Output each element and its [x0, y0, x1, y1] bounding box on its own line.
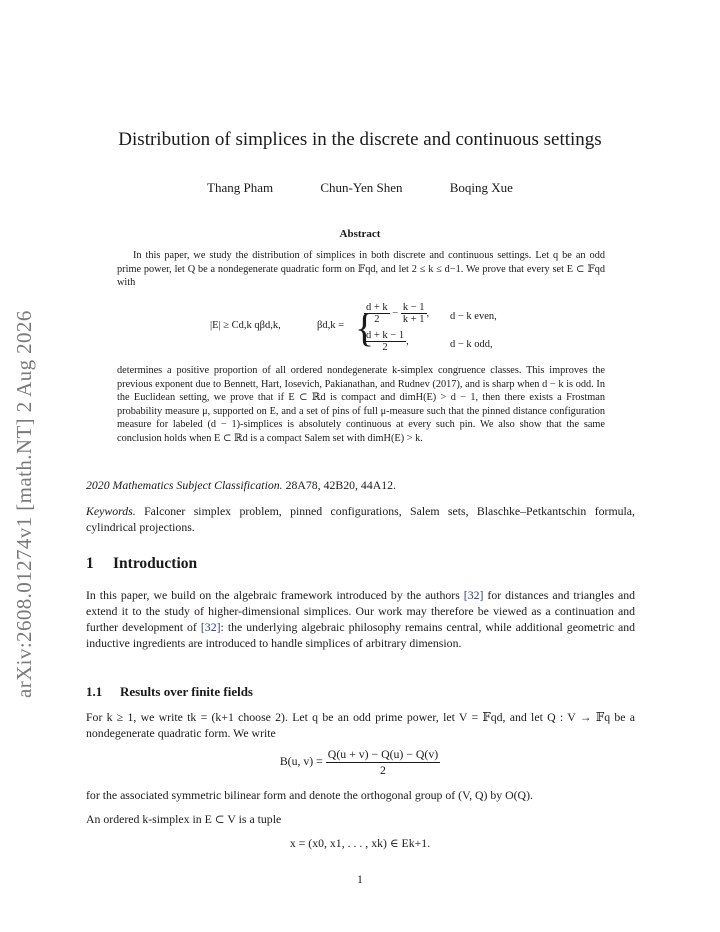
section-number: 1 — [86, 555, 94, 572]
author-name: Boqing Xue — [449, 180, 513, 195]
case-1: $\frac{d + k}{2}$ − $\frac{k - 1}{k + 1}$ , — [366, 302, 430, 325]
intro-text: In this paper, we build on the algebraic framework introduced by the authors — [86, 588, 464, 602]
abstract-formula — [0, 302, 720, 358]
paper-title: Distribution of simplices in the discrete and continuous settings — [118, 129, 602, 150]
case1-num-a: d + k — [366, 302, 388, 313]
case1-condition: d − k even, — [450, 311, 497, 322]
intro-text: : the underlying algebraic philosophy remains central, while additional geometric and inductive ingredients are introduced to handle simplices of arbitrary dimension. — [86, 620, 636, 650]
keywords-text: Falconer simplex problem, pinned configurations, Salem sets, Blaschke–Petkantschin formula, cylindrical projections. — [86, 504, 635, 534]
intro-text: for distances and triangles and extend it to the study of higher-dimensional simplices. Our work may therefore be viewed as a continuation and further development of — [86, 588, 635, 634]
bilinear-text: for the associated symmetric bilinear form and denote the orthogonal group of (V, Q) by O(Q). — [86, 788, 533, 802]
page-number: 1 — [357, 872, 363, 886]
case1-num-b: k − 1 — [402, 302, 425, 313]
simplex-text: An ordered k-simplex in E ⊂ V is a tuple — [86, 812, 282, 826]
formula-left: |E| ≥ Cd,k qβd,k, — [210, 320, 281, 331]
section-title: Introduction — [113, 555, 198, 572]
subsection-number: 1.1 — [86, 684, 103, 699]
case1-den-a: 2 — [374, 314, 380, 325]
case2-den: 2 — [382, 342, 388, 353]
case1-den-b: k + 1 — [402, 314, 425, 325]
citation-link[interactable]: [32] — [463, 588, 484, 602]
bilinear-equation — [0, 747, 720, 778]
abstract-text: In this paper, we study the distribution of simplices in both discrete and continuous settings. Let q be an odd prime power, let Q be a nondegenerate quadratic form on 𝔽qd, and let 2 ≤ k ≤ d−1. We prove that every set E ⊂ 𝔽qd with — [117, 250, 605, 288]
msc-codes: 28A78, 42B20, 44A12. — [285, 478, 396, 492]
author-name: Chun-Yen Shen — [320, 180, 403, 195]
intro-paragraph — [86, 587, 635, 651]
simplex-paragraph — [86, 811, 635, 827]
author-name: Thang Pham — [207, 180, 274, 195]
keywords-label: Keywords. — [86, 504, 136, 518]
formula-beta: βd,k = — [317, 320, 345, 331]
abstract-paragraph-2 — [117, 364, 605, 445]
eq-denominator: 2 — [380, 763, 386, 777]
msc-label: 2020 Mathematics Subject Classification. — [86, 478, 283, 492]
eq-numerator: Q(u + v) − Q(u) − Q(v) — [327, 747, 439, 761]
abstract-text: determines a positive proportion of all ordered nondegenerate k-simplex congruence classes. This improves the previous exponent due to Bennett, Hart, Iosevich, Pakianathan, and Rudnev (2017), and is sharp when d − k is odd. In the Euclidean setting, we prove that if E ⊂ ℝd is compact and dimH(E) > d − 1, then there exists a Frostman probability measure μ, supported on E, and a set of pins of full μ-measure such that the pinned distance configuration measure for labeled (d − 1)-simplices is absolutely continuous at every such pin. We also show that the same conclusion holds when E ⊂ ℝd is a compact Salem set with dimH(E) > k. — [117, 365, 605, 444]
simplex-equation: x = (x0, x1, . . . , xk) ∈ Ek+1. — [289, 836, 431, 850]
keywords-line — [86, 503, 635, 535]
finite-fields-paragraph — [86, 709, 635, 741]
subsection-title: Results over finite fields — [120, 684, 253, 699]
brace-icon: { — [355, 305, 375, 350]
abstract-paragraph-1 — [117, 249, 605, 290]
case-2: $\frac{d + k - 1}{2}$ , — [366, 330, 409, 353]
case2-num: d + k − 1 — [366, 330, 405, 341]
finite-fields-text: For k ≥ 1, we write tk = (k+1 choose 2). Let q be an odd prime power, let V = 𝔽qd, and let Q : V → 𝔽q be a nondegenerate quadratic form. We write — [86, 710, 635, 740]
arxiv-stamp: arXiv:2608.01274v1 [math.NT] 2 Aug 2026 — [12, 310, 36, 698]
case1-minus: − — [392, 307, 399, 319]
author-list — [0, 180, 720, 196]
eq-lhs: B(u, v) = — [279, 754, 323, 769]
case2-condition: d − k odd, — [450, 339, 493, 350]
bilinear-paragraph — [86, 787, 635, 803]
msc-line — [86, 477, 635, 493]
subsection-heading — [86, 684, 253, 700]
section-heading — [86, 555, 197, 573]
abstract-heading: Abstract — [339, 228, 381, 240]
citation-link[interactable]: [32] — [200, 620, 221, 634]
